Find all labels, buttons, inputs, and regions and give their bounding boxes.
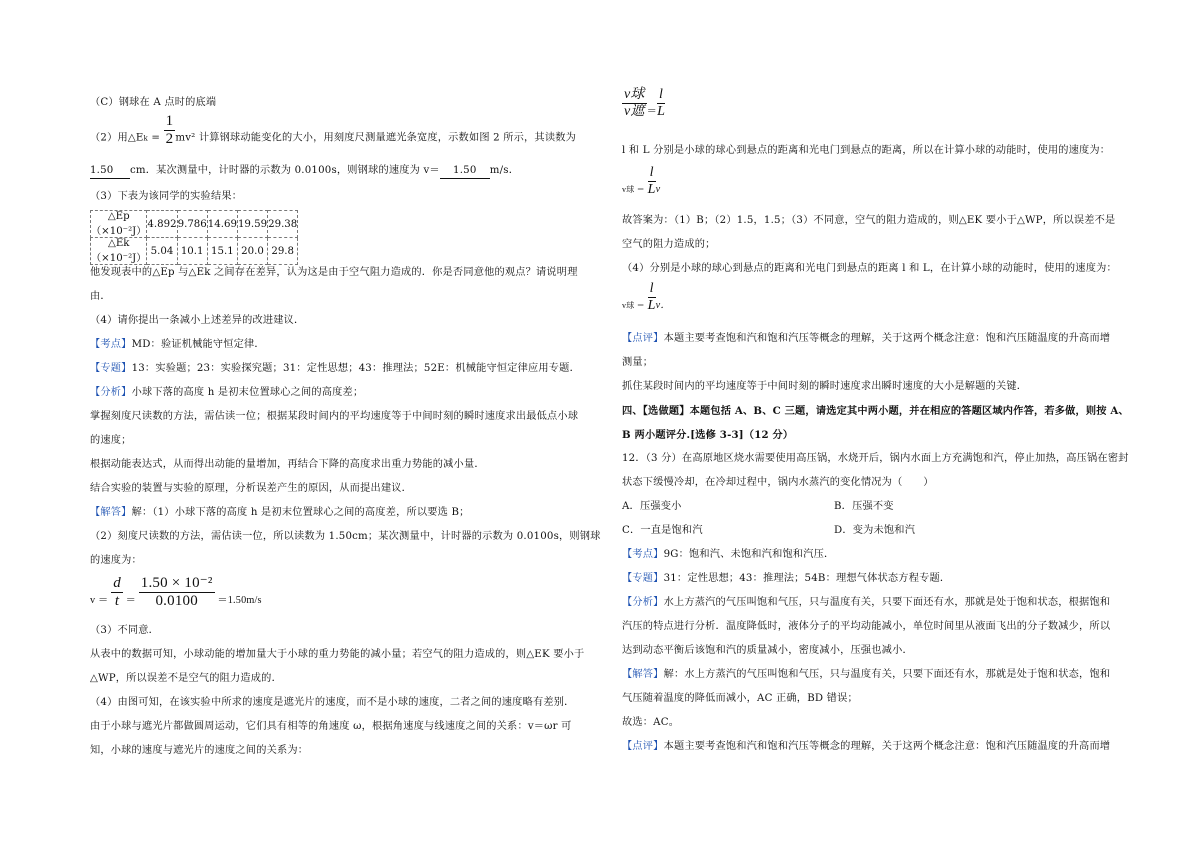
zhuanti-line <box>90 362 580 376</box>
r-jieda-line-2: 气压随着温度的降低而减小，AC 正确，BD 错误； <box>622 693 858 704</box>
q2-suffix: mv² 计算钢球动能变化的大小，用刻度尺测量遮光条宽度，示数如图 2 所示，其读数为 <box>175 132 576 144</box>
zhuanti-tag: 【专题】 <box>90 363 132 374</box>
f3-lhs: v球 ＝ <box>622 300 645 310</box>
ratio-formula <box>622 87 666 119</box>
jieda-tag: 【解答】 <box>90 507 132 518</box>
table-cell: 4.892 <box>147 211 177 238</box>
ratio-rden: L <box>657 104 666 119</box>
r-jieda-line-1 <box>622 668 1110 682</box>
r-line-3: 空气的阻力造成的； <box>622 239 716 250</box>
q2-line-2 <box>90 164 519 179</box>
r-line-1: l 和 L 分别是小球的球心到悬点的距离和光电门到悬点的距离，所以在计算小球的动能时，使用的速度为： <box>622 145 1111 156</box>
section4-line-2: B 两小题评分.[选修 3-3]（12 分） <box>622 429 794 441</box>
f3-fraction <box>648 282 656 313</box>
row1-label: △Ep（×10⁻²J） <box>91 211 147 237</box>
r-fenxi-text-1: 水上方蒸汽的气压叫饱和气压，只与温度有关，只要下面还有水，那就是处于饱和状态，根据饱和 <box>663 597 1111 608</box>
option-c: C．一直是饱和汽 <box>622 525 703 536</box>
results-table <box>90 210 298 265</box>
jieda-line-3: 的速度为： <box>90 555 142 566</box>
dianping-line-2: 测量； <box>622 357 654 368</box>
r-zhuanti-tag: 【专题】 <box>622 573 664 584</box>
dianping-tag: 【点评】 <box>622 333 664 344</box>
q3-question-1: 他发现表中的△Ep 与△Ek 之间存在差异，认为这是由于空气阻力造成的．你是否同意他的观点？请说明理 <box>90 267 578 278</box>
fenxi-line-3: 的速度； <box>90 435 132 446</box>
row2-label: △Ek（×10⁻²J） <box>91 238 147 264</box>
f2-tail: v <box>655 183 661 195</box>
f2-num: l <box>649 165 654 180</box>
dianping-line-3: 抓住某段时间内的平均速度等于中间时刻的瞬时速度求出瞬时速度的大小是解题的关键． <box>622 381 1028 392</box>
r-line-4: （4）分别是小球的球心到悬点的距离和光电门到悬点的距离 l 和 L，在计算小球的动能时，使用的速度为： <box>622 263 1117 274</box>
formula-2 <box>622 165 661 197</box>
r-fenxi-tag: 【分析】 <box>622 597 664 608</box>
r-zhuanti-line <box>622 572 950 586</box>
v-num-sym: d <box>113 575 121 591</box>
jieda-line-7: （4）由图可知，在该实验中所求的速度是遮光片的速度，而不是小球的速度，二者之间的速度略有差别． <box>90 697 575 708</box>
section4-line-1: 四、【选做题】本题包括 A、B、C 三题，请选定其中两小题，并在相应的答题区域内作答，若多做，则按 A、 <box>622 405 1129 417</box>
v-symbol-fraction <box>111 576 123 609</box>
table-cell: 9.786 <box>177 211 207 238</box>
table-row <box>91 211 298 238</box>
q2-prefix: （2）用△E <box>90 132 144 144</box>
q3-question-2: 由． <box>90 291 111 302</box>
table-cell: 20.0 <box>237 238 267 265</box>
fenxi-line-1 <box>90 386 363 400</box>
r-fenxi-line-2: 汽压的特点进行分析．温度降低时，液体分子的平均动能减小，单位时间里从液面飞出的分子数减少，所以 <box>622 621 1111 632</box>
r-dianping-line-1 <box>622 740 1110 754</box>
q2-line-1: （2）用△Ek = $\frac{1}{2}$ mv² 计算钢球动能变化的大小，用刻度尺测量遮光条宽度，示数如图 2 所示，其读数为 <box>90 113 576 147</box>
f2-lhs: v球 ＝ <box>622 184 645 194</box>
table-cell: 10.1 <box>177 238 207 265</box>
r-jieda-tag: 【解答】 <box>622 669 664 680</box>
formula-3 <box>622 281 671 313</box>
q2-speed-unit: m/s． <box>489 165 520 176</box>
option-c-line: （C）钢球在 A 点时的底端 <box>90 97 217 108</box>
fenxi-tag: 【分析】 <box>90 387 132 398</box>
q2-formula-prefix: = <box>151 132 161 144</box>
dianping-text-1: 本题主要考查饱和汽和饱和汽压等概念的理解，关于这两个概念注意：饱和汽压随温度的升高而增 <box>663 333 1111 344</box>
table-cell: 19.59 <box>237 211 267 238</box>
fenxi-line-2: 掌握刻度尺读数的方法，需估读一位；根据某段时间内的平均速度等于中间时刻的瞬时速度求出最低点小球 <box>90 411 579 422</box>
fenxi-text-1: 小球下落的高度 h 是初末位置球心之间的高度差； <box>131 387 364 398</box>
q2-formula-den: 2 <box>165 131 174 147</box>
r-kaodian-text: 9G：饱和汽、未饱和汽和饱和汽压． <box>663 549 835 560</box>
jieda-line-8: 由于小球与遮光片都做圆周运动，它们具有相等的角速度 ω，根据角速度与线速度之间的关系：v＝ωr 可 <box>90 721 572 732</box>
f3-tail: v． <box>655 299 671 311</box>
r-dianping-text-1: 本题主要考查饱和汽和饱和汽压等概念的理解，关于这两个概念注意：饱和汽压随温度的升高而增 <box>663 741 1111 752</box>
option-b: B．压强不变 <box>834 501 894 512</box>
zhuanti-text: 13：实验题；23：实验探究题；31：定性思想；43：推理法；52E：机械能守恒定律应用专题． <box>131 363 580 374</box>
ratio-right-fraction <box>657 88 665 119</box>
r-zhuanti-text: 31：定性思想；43：推理法；54B：理想气体状态方程专题． <box>663 573 951 584</box>
jieda-line-6: △WP，所以误差不是空气的阻力造成的． <box>90 673 282 684</box>
q4-line: （4）请你提出一条减小上述差异的改进建议． <box>90 315 305 326</box>
r-fenxi-line-1 <box>622 596 1110 610</box>
jieda-line-5: 从表中的数据可知，小球动能的增加量大于小球的重力势能的减小量；若空气的阻力造成的，则△EK 要小于 <box>90 649 585 660</box>
table-cell: 15.1 <box>207 238 237 265</box>
q2-formula-num: 1 <box>165 113 174 129</box>
option-a: A．压强变小 <box>622 501 682 512</box>
q2-speed-value: 1.50 <box>440 164 490 179</box>
q2-formula-fraction <box>164 114 176 147</box>
table-cell: 29.8 <box>268 238 298 265</box>
table-cell: 29.38 <box>268 211 298 238</box>
velocity-formula: v ＝ $\frac{d}{t}$ ＝ $\frac{\text{1.50 × 10⁻²}}{0.0100}$ ＝1.50m/s <box>90 575 262 609</box>
f3-den: L <box>647 298 656 313</box>
r-jieda-line-3: 故选：AC。 <box>622 717 680 728</box>
fenxi-line-5: 结合实验的装置与实验的原理，分析误差产生的原因，从而提出建议． <box>90 483 413 494</box>
r-jieda-text-1: 解：水上方蒸汽的气压叫饱和气压，只与温度有关，只要下面还有水，那就是处于饱和状态，饱和 <box>663 669 1111 680</box>
f2-fraction <box>648 166 656 197</box>
v-den-val: 0.0100 <box>155 593 198 609</box>
r-kaodian-tag: 【考点】 <box>622 549 664 560</box>
jieda-line-9: 知，小球的速度与遮光片的速度之间的关系为： <box>90 745 309 756</box>
r-line-2: 故答案为：（1）B；（2）1.5，1.5；（3）不同意，空气的阻力造成的，则△EK 要小于△WP，所以误差不是 <box>622 215 1116 226</box>
table-cell: 14.69 <box>207 211 237 238</box>
table-row <box>91 238 298 265</box>
q2-reading-value: 1.50 <box>90 164 130 179</box>
q12-line-1: 12．（3 分）在高原地区烧水需要使用高压锅，水烧开后，锅内水面上方充满饱和汽，停止加热，高压锅在密封 <box>622 453 1129 464</box>
jieda-line-4: （3）不同意． <box>90 625 160 636</box>
ratio-den: v遮 <box>624 104 645 119</box>
f3-num: l <box>649 281 654 296</box>
jieda-text-1: 解：（1）小球下落的高度 h 是初末位置球心之间的高度差，所以要选 B； <box>131 507 470 518</box>
v-den-sym: t <box>114 593 120 609</box>
v-label: v ＝ <box>90 594 109 606</box>
v-num-val: 1.50 × 10⁻² <box>140 575 213 591</box>
fenxi-line-4: 根据动能表达式，从而得出动能的量增加，再结合下降的高度求出重力势能的减小量． <box>90 459 485 470</box>
ratio-eq: ＝ <box>646 105 658 117</box>
kaodian-text: MD：验证机械能守恒定律． <box>131 339 265 350</box>
f2-den: L <box>647 182 656 197</box>
r-kaodian-line <box>622 548 834 562</box>
r-dianping-tag: 【点评】 <box>622 741 664 752</box>
ratio-rnum: l <box>659 87 664 102</box>
q3-intro: （3）下表为该同学的实验结果： <box>90 191 243 202</box>
dianping-line-1 <box>622 332 1110 346</box>
v-result: ＝1.50m/s <box>217 594 262 606</box>
kaodian-line <box>90 338 265 352</box>
jieda-line-1 <box>90 506 470 520</box>
ratio-left-fraction <box>622 88 647 119</box>
ratio-num: v球 <box>624 87 645 102</box>
jieda-line-2: （2）刻度尺读数的方法，需估读一位，所以读数为 1.50cm；某次测量中，计时器的示数为 0.0100s，则钢球 <box>90 531 601 542</box>
q12-line-2: 状态下缓慢冷却，在冷却过程中，锅内水蒸汽的变化情况为（ ） <box>622 477 934 488</box>
table-cell: 5.04 <box>147 238 177 265</box>
q2-reading-rest: cm．某次测量中，计时器的示数为 0.0100s，则钢球的速度为 v＝ <box>130 165 440 176</box>
v-value-fraction <box>139 576 215 609</box>
r-fenxi-line-3: 达到动态平衡后该饱和汽的质量减小，密度减小，压强也减小． <box>622 645 913 656</box>
kaodian-tag: 【考点】 <box>90 339 132 350</box>
option-d: D．变为未饱和汽 <box>834 525 916 536</box>
